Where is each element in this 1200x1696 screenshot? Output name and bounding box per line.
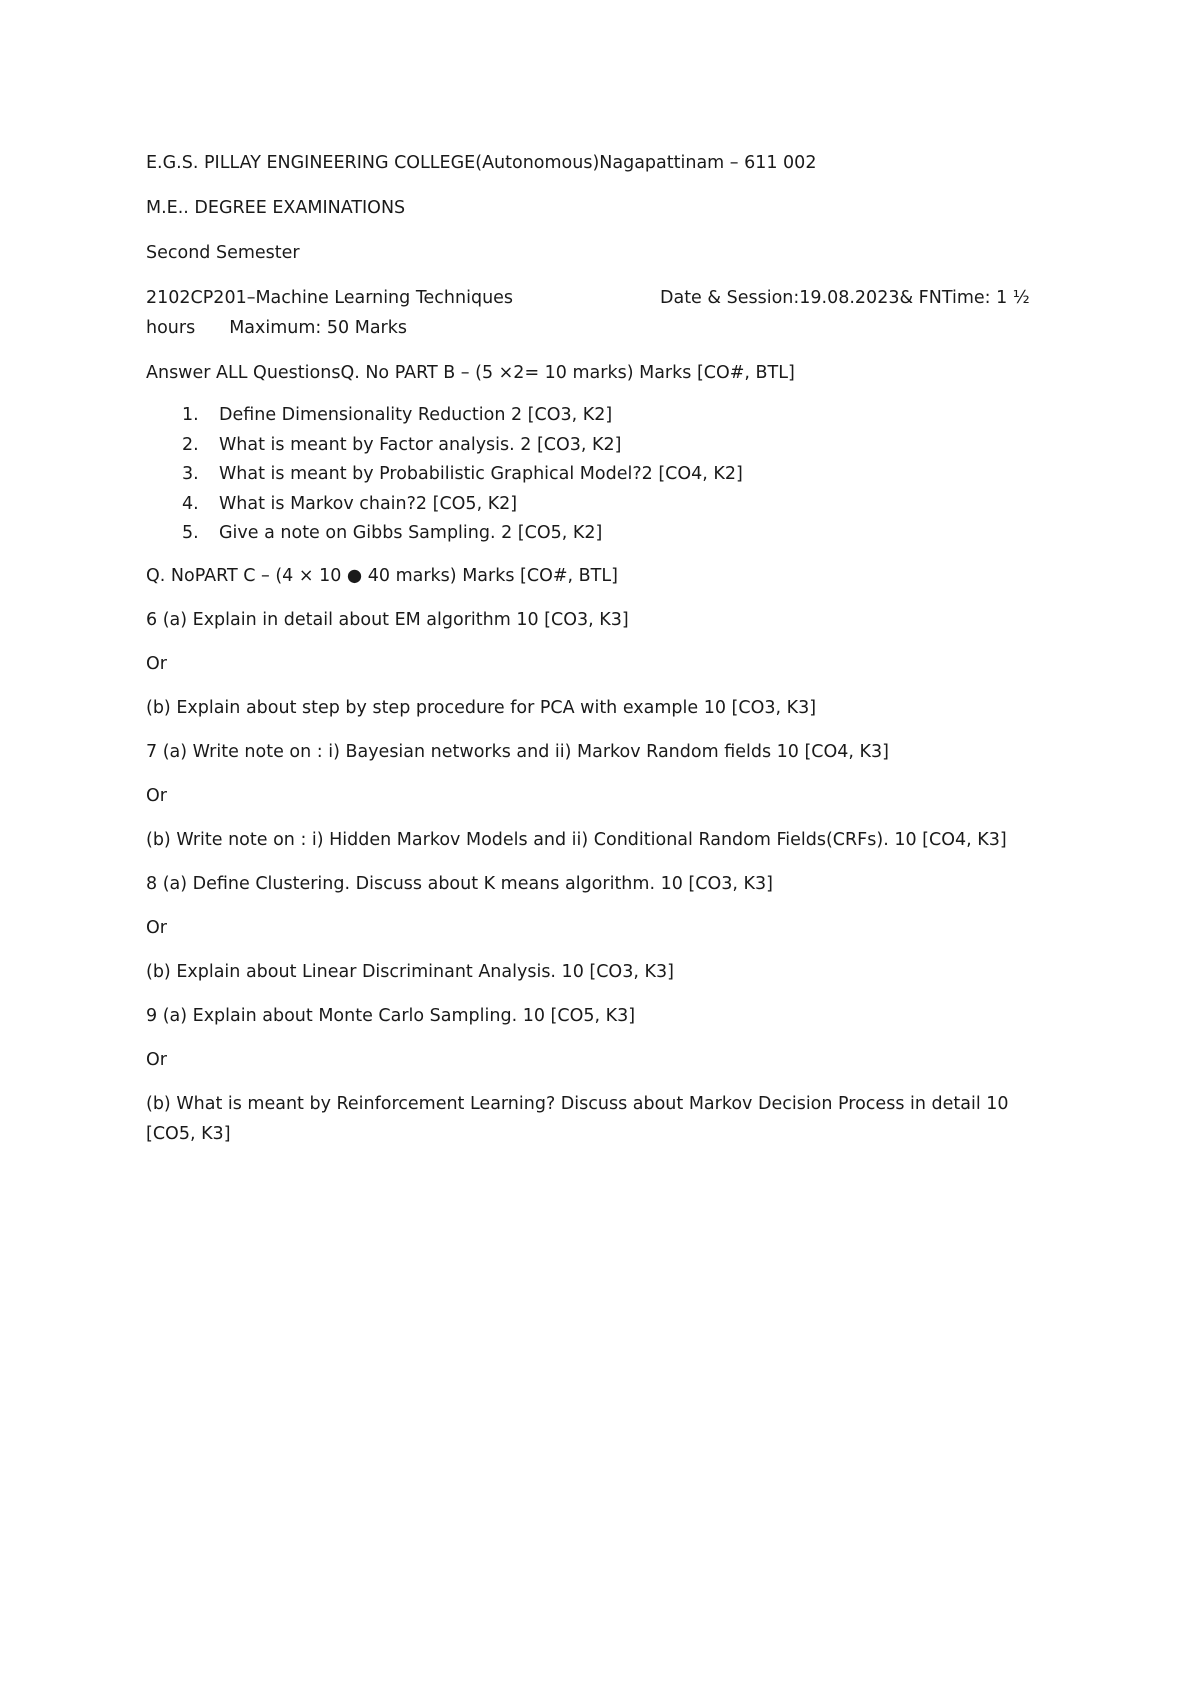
college-name: E.G.S. PILLAY ENGINEERING COLLEGE(Autonomous)Nagapattinam – 611 002 xyxy=(146,153,817,173)
part-c-heading: Q. NoPART C – (4 × 10 ● 40 marks) Marks [CO#, BTL] xyxy=(146,565,618,586)
duration-hours: hours xyxy=(146,318,196,338)
question-number: 1. xyxy=(182,405,199,425)
question-number: 4. xyxy=(182,493,199,514)
question-8b: (b) Explain about Linear Discriminant Analysis. 10 [CO3, K3] xyxy=(146,961,674,982)
question-number: 3. xyxy=(182,464,199,484)
or-separator: Or xyxy=(146,917,167,938)
question-text: What is Markov chain?2 [CO5, K2] xyxy=(219,493,518,514)
list-item xyxy=(146,431,1046,461)
list-item xyxy=(146,490,1046,520)
question-6a: 6 (a) Explain in detail about EM algorithm 10 [CO3, K3] xyxy=(146,609,629,630)
list-item xyxy=(146,460,1046,490)
or-separator: Or xyxy=(146,1049,167,1070)
date-session: Date & Session:19.08.2023& FNTime: 1 ½ xyxy=(660,288,1030,308)
question-9b: (b) What is meant by Reinforcement Learning? Discuss about Markov Decision Process in detail 10 [CO5, K3] xyxy=(146,1093,1009,1144)
course-title: 2102CP201–Machine Learning Techniques xyxy=(146,288,514,308)
question-6b: (b) Explain about step by step procedure for PCA with example 10 [CO3, K3] xyxy=(146,697,817,718)
or-separator: Or xyxy=(146,653,167,674)
duration-row xyxy=(146,313,1046,343)
part-b-heading: Answer ALL QuestionsQ. No PART B – (5 ×2= 10 marks) Marks [CO#, BTL] xyxy=(146,363,795,383)
degree-title: M.E.. DEGREE EXAMINATIONS xyxy=(146,198,406,218)
question-number: 5. xyxy=(182,523,199,543)
or-separator: Or xyxy=(146,785,167,806)
course-info-block xyxy=(146,283,1046,343)
list-item xyxy=(146,519,1046,549)
list-item xyxy=(146,401,1046,431)
question-8a: 8 (a) Define Clustering. Discuss about K means algorithm. 10 [CO3, K3] xyxy=(146,873,773,894)
semester-label: Second Semester xyxy=(146,243,300,263)
question-9a: 9 (a) Explain about Monte Carlo Sampling. 10 [CO5, K3] xyxy=(146,1005,636,1026)
question-7b: (b) Write note on : i) Hidden Markov Models and ii) Conditional Random Fields(CRFs). 10 [CO4, K3] xyxy=(146,829,1007,850)
exam-paper xyxy=(146,148,1046,1163)
question-text: Give a note on Gibbs Sampling. 2 [CO5, K2] xyxy=(219,523,603,543)
question-text: What is meant by Probabilistic Graphical Model?2 [CO4, K2] xyxy=(219,464,743,484)
question-7a: 7 (a) Write note on : i) Bayesian networks and ii) Markov Random fields 10 [CO4, K3] xyxy=(146,741,889,762)
question-text: Define Dimensionality Reduction 2 [CO3, K2] xyxy=(219,405,613,425)
part-b-questions xyxy=(146,401,1046,549)
course-row xyxy=(146,283,1046,313)
question-number: 2. xyxy=(182,434,199,455)
maximum-marks: Maximum: 50 Marks xyxy=(229,318,407,338)
question-text: What is meant by Factor analysis. 2 [CO3, K2] xyxy=(219,434,622,455)
